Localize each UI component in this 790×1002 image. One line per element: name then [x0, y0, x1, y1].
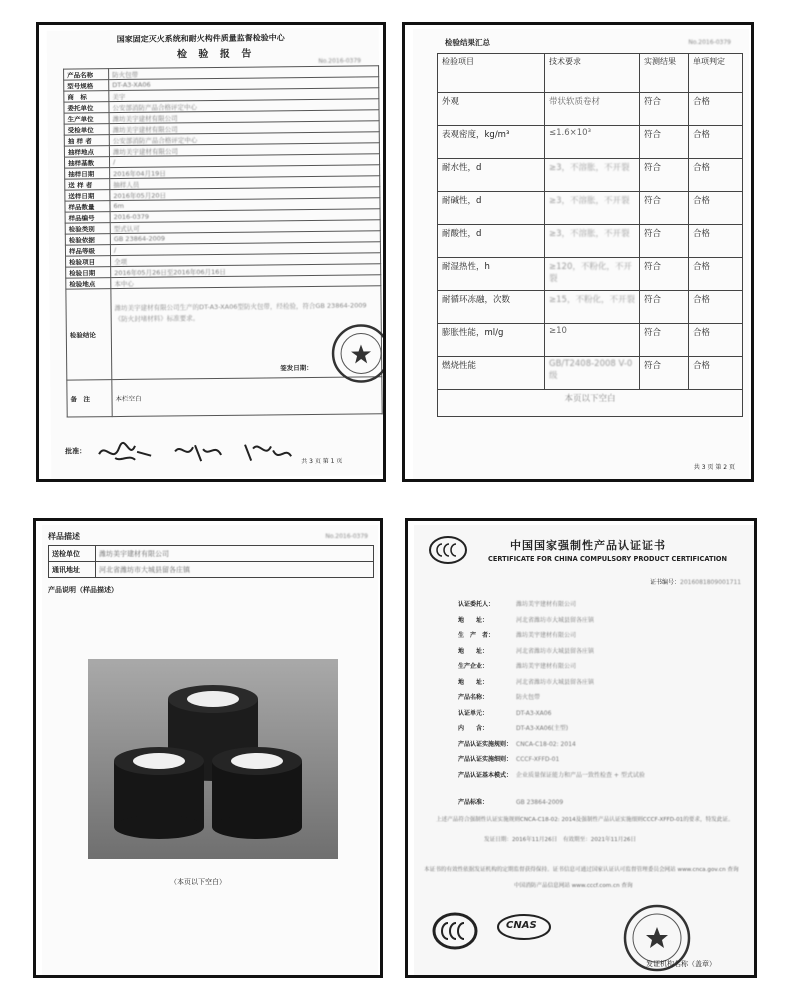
result-item: 表观密度，kg/m³: [438, 126, 545, 159]
results-number: No.2016-0379: [688, 39, 731, 46]
result-measured: 符合: [640, 159, 689, 192]
results-footer: 本页以下空白: [438, 390, 743, 417]
results-row: [438, 225, 743, 258]
header-verdict: 单项判定: [689, 54, 743, 93]
certificate-row: [458, 797, 563, 806]
certificate-row-value: 潍坊美宇建材有限公司: [516, 601, 577, 608]
results-row: [438, 357, 743, 390]
certificate-row-label: 地 址：: [458, 678, 489, 686]
official-seal-icon: [330, 322, 386, 385]
result-requirement: ≥3，不溶胀，不开裂: [545, 192, 640, 225]
result-measured: 符合: [640, 126, 689, 159]
info-value: 2016-0379: [110, 209, 380, 223]
certificate-row: [458, 770, 645, 779]
header-requirement: 技术要求: [545, 54, 640, 93]
result-verdict: 合格: [689, 324, 743, 357]
info-label: 抽样基数: [64, 157, 109, 168]
certificate-row-label: 生 产 者：: [458, 632, 495, 639]
report-title: 检 验 报 告: [176, 48, 256, 61]
info-value: DT-A3-XA06: [109, 77, 379, 91]
info-label: 抽样日期: [65, 168, 110, 179]
signatures-icon: [95, 432, 295, 468]
report-number: No.2016-0379: [318, 57, 362, 65]
certificate-row-value: 潍坊美宇建材有限公司: [516, 663, 577, 670]
sample-desc-label: 产品说明（样品描述）: [48, 586, 118, 594]
info-value: 潍坊美宇建材有限公司: [109, 110, 379, 124]
info-value: 公安部消防产品合格评定中心: [109, 99, 379, 113]
info-value: 6m: [110, 198, 380, 212]
result-requirement: ≥120，不粉化，不开裂: [545, 258, 640, 291]
certificate-row: [458, 661, 576, 670]
certificate-row-label: 认证委托人：: [458, 601, 495, 608]
sample-row-label: 通讯地址: [49, 562, 96, 578]
results-document: [413, 29, 749, 479]
certificate-row-label: 认证单元：: [458, 709, 489, 717]
certificate-note-4: 中国消防产品信息网站 www.cccf.com.cn 查询: [514, 883, 633, 889]
report-info-table: [63, 65, 383, 417]
info-value: 2016年05月26日至2016年06月16日: [111, 264, 381, 278]
results-page-panel: [402, 22, 754, 482]
info-label: 检验项目: [66, 256, 111, 267]
certificate-row-value: DT-A3-XA06: [516, 709, 552, 717]
info-value: 潍坊美宇建材有限公司: [109, 143, 379, 157]
info-label: 检验类别: [65, 223, 110, 234]
conclusion-row: [66, 286, 382, 380]
info-value: 潍坊美宇建材有限公司: [109, 121, 379, 135]
info-value: /: [110, 242, 380, 256]
result-verdict: 合格: [689, 258, 743, 291]
certificate-panel: [405, 518, 757, 978]
result-requirement: ≥15，不粉化，不开裂: [545, 291, 640, 324]
product-photo: [88, 659, 338, 859]
result-measured: 符合: [640, 225, 689, 258]
certificate-row-value: 防火包带: [516, 694, 541, 701]
result-verdict: 合格: [689, 192, 743, 225]
sample-page-panel: [33, 518, 383, 978]
certificate-row: [458, 630, 576, 639]
info-value: 2016年04月19日: [110, 165, 380, 179]
info-label: 送 样 者: [65, 179, 110, 190]
header-measured: 实测结果: [640, 54, 689, 93]
results-header-row: [438, 54, 743, 93]
info-label: 抽样地点: [64, 146, 109, 157]
result-requirement: GB/T2408-2008 V-0级: [545, 357, 640, 390]
info-value: 美宇: [109, 88, 379, 102]
certificate-row-label: 生产企业：: [458, 663, 489, 670]
certificate-row: [458, 723, 568, 732]
sample-title: 样品描述: [48, 532, 80, 541]
results-table: [437, 53, 743, 417]
cnas-text: CNAS: [506, 920, 537, 931]
result-requirement: ≤1.6×10³: [545, 126, 640, 159]
cnas-logo: [496, 913, 552, 949]
info-label: 商 标: [64, 91, 109, 102]
certificate-row: [458, 739, 576, 748]
result-requirement: ≥3，不溶胀，不开裂: [545, 159, 640, 192]
certificate-subtitle: CERTIFICATE FOR CHINA COMPULSORY PRODUCT CERTIFICATION: [488, 555, 728, 563]
sample-document: [42, 525, 378, 975]
result-requirement: ≥3，不溶胀，不开裂: [545, 225, 640, 258]
certificate-row: [458, 708, 551, 717]
info-label: 生产单位: [64, 113, 109, 124]
certificate-document: [414, 525, 754, 975]
certificate-row-value: 企业质量保证能力和产品一致性检查 + 型式试验: [516, 771, 645, 779]
certificate-row-value: 潍坊美宇建材有限公司: [516, 632, 577, 639]
sample-row-label: 送检单位: [49, 546, 96, 562]
approve-label: 批准：: [65, 447, 87, 456]
certificate-row: [458, 692, 540, 701]
info-value: GB 23864-2009: [110, 231, 380, 245]
info-label: 受检单位: [64, 124, 109, 135]
result-item: 外观: [438, 93, 545, 126]
certificate-row-label: 产品认证实施规则：: [458, 740, 513, 748]
sample-footer: （本页以下空白）: [170, 878, 226, 886]
report-center-name: 国家固定灭火系统和耐火构件质量监督检验中心: [116, 33, 285, 45]
tape-rolls-icon: [88, 659, 338, 859]
result-item: 膨胀性能，ml/g: [438, 324, 545, 357]
certificate-title: 中国国家强制性产品认证证书: [510, 539, 666, 552]
info-value: 2016年05月20日: [110, 187, 380, 201]
result-item: 耐酸性，d: [438, 225, 545, 258]
certificate-number: [650, 577, 741, 586]
info-label: 样品数量: [65, 201, 110, 212]
result-verdict: 合格: [689, 225, 743, 258]
certificate-row-label: 产品认证基本模式：: [458, 771, 513, 779]
certificate-row-value: 河北省潍坊市大城县留各庄镇: [516, 678, 595, 686]
conclusion-cell: [111, 286, 382, 380]
info-value: 全项: [111, 253, 381, 267]
info-label: 检验依据: [65, 234, 110, 245]
conclusion-text: 潍坊美宇建材有限公司生产的DT-A3-XA06型防火包带，经检验，符合GB 23864-2009《防火封堵材料》标准要求。: [114, 301, 367, 324]
info-label: 产品名称: [64, 69, 109, 80]
info-value: 防火包带: [109, 66, 379, 80]
report-document: [47, 27, 384, 478]
certificate-row-label: 内 含：: [458, 725, 489, 732]
certificate-row-label: 产品标准：: [458, 799, 489, 806]
certificate-row: [458, 677, 594, 686]
result-verdict: 合格: [689, 93, 743, 126]
result-item: 耐循环冻融，次数: [438, 291, 545, 324]
sample-row: [49, 546, 374, 562]
sample-row-value: 潍坊美宇建材有限公司: [96, 546, 374, 562]
sample-row: [49, 562, 374, 578]
result-measured: 符合: [640, 291, 689, 324]
results-footer-row: [438, 390, 743, 417]
certificate-row-value: 河北省潍坊市大城县留各庄镇: [516, 647, 595, 655]
certificate-row-value: 河北省潍坊市大城县留各庄镇: [516, 616, 595, 624]
certificate-row: [458, 646, 594, 655]
report-page-panel: [36, 22, 386, 482]
certificate-note-1: 上述产品符合强制性认证实施规则CNCA-C18-02: 2014及强制性产品认证实施细则CCCF-XFFD-01的要求，特发此证。: [436, 817, 734, 823]
certificate-row: [458, 754, 559, 763]
result-measured: 符合: [640, 357, 689, 390]
results-row: [438, 126, 743, 159]
results-row: [438, 258, 743, 291]
certificate-note-2: 发证日期：2016年11月26日 有效期至：2021年11月26日: [484, 837, 637, 843]
info-label: 型号规格: [64, 80, 109, 91]
result-verdict: 合格: [689, 357, 743, 390]
remark-label: 备 注: [67, 380, 112, 417]
results-row: [438, 159, 743, 192]
info-value: 抽样人员: [110, 176, 380, 190]
result-requirement: 带状软质卷材: [545, 93, 640, 126]
result-measured: 符合: [640, 324, 689, 357]
info-label: 样品编号: [65, 212, 110, 223]
header-item: 检验项目: [438, 54, 545, 93]
remark-text: 本栏空白: [112, 377, 382, 417]
result-measured: 符合: [640, 93, 689, 126]
certificate-row: [458, 599, 576, 608]
certificate-note-3: 本证书的有效性依据发证机构的定期监督获得保持。证书信息可通过国家认证认可监督管理委员会网站 www.cnca.gov.cn 查询: [424, 867, 739, 873]
info-label: 检验日期: [66, 267, 111, 278]
result-item: 耐湿热性，h: [438, 258, 545, 291]
sample-info-table: [48, 545, 374, 578]
sample-number: No.2016-0379: [325, 533, 368, 540]
result-requirement: ≥10: [545, 324, 640, 357]
certificate-row-value: CNCA-C18-02: 2014: [516, 740, 576, 748]
result-verdict: 合格: [689, 126, 743, 159]
info-label: 抽 样 者: [64, 135, 109, 146]
results-row: [438, 192, 743, 225]
issuer-label: 发证机构名称（盖章）: [646, 960, 716, 968]
result-verdict: 合格: [689, 291, 743, 324]
result-measured: 符合: [640, 258, 689, 291]
info-value: 公安部消防产品合格评定中心: [109, 132, 379, 146]
info-value: 型式认可: [110, 220, 380, 234]
result-measured: 符合: [640, 192, 689, 225]
result-item: 耐碱性，d: [438, 192, 545, 225]
result-verdict: 合格: [689, 159, 743, 192]
cert-no-label: 证书编号：: [650, 579, 681, 586]
result-item: 耐水性，d: [438, 159, 545, 192]
sign-date-label: 签发日期：: [280, 363, 313, 373]
report-page-number: 共 3 页 第 1 页: [301, 457, 343, 466]
certificate-row-value: DT-A3-XA06(主型): [516, 725, 569, 732]
ccc-logo-icon: [432, 911, 478, 951]
ccc-logo-icon: [428, 535, 468, 565]
results-page-number: 共 3 页 第 2 页: [693, 464, 735, 471]
info-label: 样品等级: [65, 245, 110, 256]
certificate-row-label: 地 址：: [458, 616, 489, 624]
results-row: [438, 324, 743, 357]
certificate-row-value: GB 23864-2009: [516, 799, 564, 806]
cert-no-value: 2016081809001711: [680, 579, 742, 586]
info-label: 送样日期: [65, 190, 110, 201]
certificate-row: [458, 615, 594, 624]
sample-row-value: 河北省潍坊市大城县留各庄镇: [96, 562, 374, 578]
info-label: 委托单位: [64, 102, 109, 113]
certificate-row-label: 地 址：: [458, 647, 489, 655]
results-title: 检验结果汇总: [445, 38, 490, 47]
certificate-row-value: CCCF-XFFD-01: [516, 756, 560, 763]
info-label: 检验地点: [66, 278, 111, 289]
conclusion-label: 检验结论: [66, 289, 112, 380]
results-row: [438, 93, 743, 126]
certificate-row-label: 产品名称：: [458, 694, 489, 701]
result-item: 燃烧性能: [438, 357, 545, 390]
info-value: /: [109, 154, 379, 168]
info-value: 本中心: [111, 275, 381, 289]
certificate-row-label: 产品认证实施细则：: [458, 756, 513, 763]
results-row: [438, 291, 743, 324]
